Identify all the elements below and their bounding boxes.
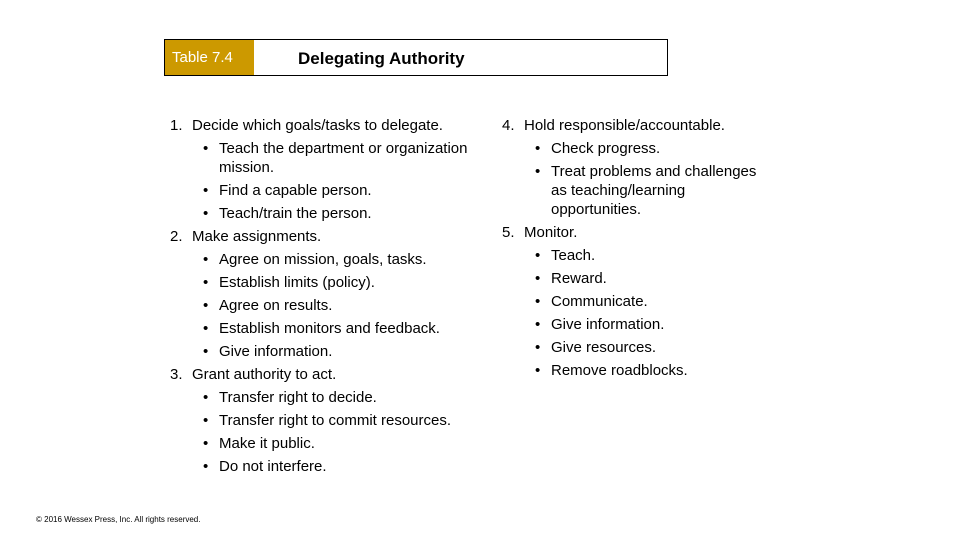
step-5-list [524, 246, 792, 380]
list-item: • Transfer right to commit resources. [192, 411, 500, 430]
list-item: • Treat problems and challenges as teaching/learning opportunities. [524, 162, 771, 219]
list-item: • Agree on results. [192, 296, 500, 315]
list-item: • Transfer right to decide. [192, 388, 500, 407]
step-5 [502, 223, 792, 380]
step-text: Hold responsible/accountable. [524, 117, 725, 134]
step-number: 2. [170, 228, 183, 245]
step-number: 1. [170, 117, 183, 134]
list-item: • Communicate. [524, 292, 792, 311]
list-item: • Make it public. [192, 434, 500, 453]
step-number: 5. [502, 224, 515, 241]
list-item: • Remove roadblocks. [524, 361, 792, 380]
list-item: • Establish limits (policy). [192, 273, 500, 292]
step-4-list [524, 139, 792, 219]
step-number: 4. [502, 117, 515, 134]
step-text: Grant authority to act. [192, 366, 337, 383]
step-3-list [192, 388, 500, 476]
step-4 [502, 116, 792, 219]
step-number: 3. [170, 366, 183, 383]
left-column [170, 116, 500, 476]
step-text: Decide which goals/tasks to delegate. [192, 117, 443, 134]
table-number-label: Table 7.4 [165, 40, 254, 75]
step-2 [170, 227, 500, 361]
list-item: • Agree on mission, goals, tasks. [192, 250, 500, 269]
table-header [164, 39, 668, 76]
list-item: • Teach/train the person. [192, 204, 500, 223]
list-item: • Give resources. [524, 338, 792, 357]
list-item: • Do not interfere. [192, 457, 500, 476]
list-item: • Establish monitors and feedback. [192, 319, 500, 338]
list-item: • Find a capable person. [192, 181, 500, 200]
right-column [502, 116, 792, 380]
step-1-list [192, 139, 500, 223]
list-item: • Give information. [524, 315, 792, 334]
table-title: Delegating Authority [298, 49, 465, 68]
step-text: Make assignments. [192, 228, 322, 245]
step-3 [170, 365, 500, 476]
list-item: • Give information. [192, 342, 500, 361]
list-item: • Reward. [524, 269, 792, 288]
list-item: • Check progress. [524, 139, 792, 158]
list-item: • Teach the department or organization mission. [192, 139, 500, 177]
copyright-notice: © 2016 Wessex Press, Inc. All rights reserved. [36, 515, 201, 524]
step-2-list [192, 250, 500, 361]
list-item: • Teach. [524, 246, 792, 265]
step-text: Monitor. [524, 224, 578, 241]
step-1 [170, 116, 500, 223]
